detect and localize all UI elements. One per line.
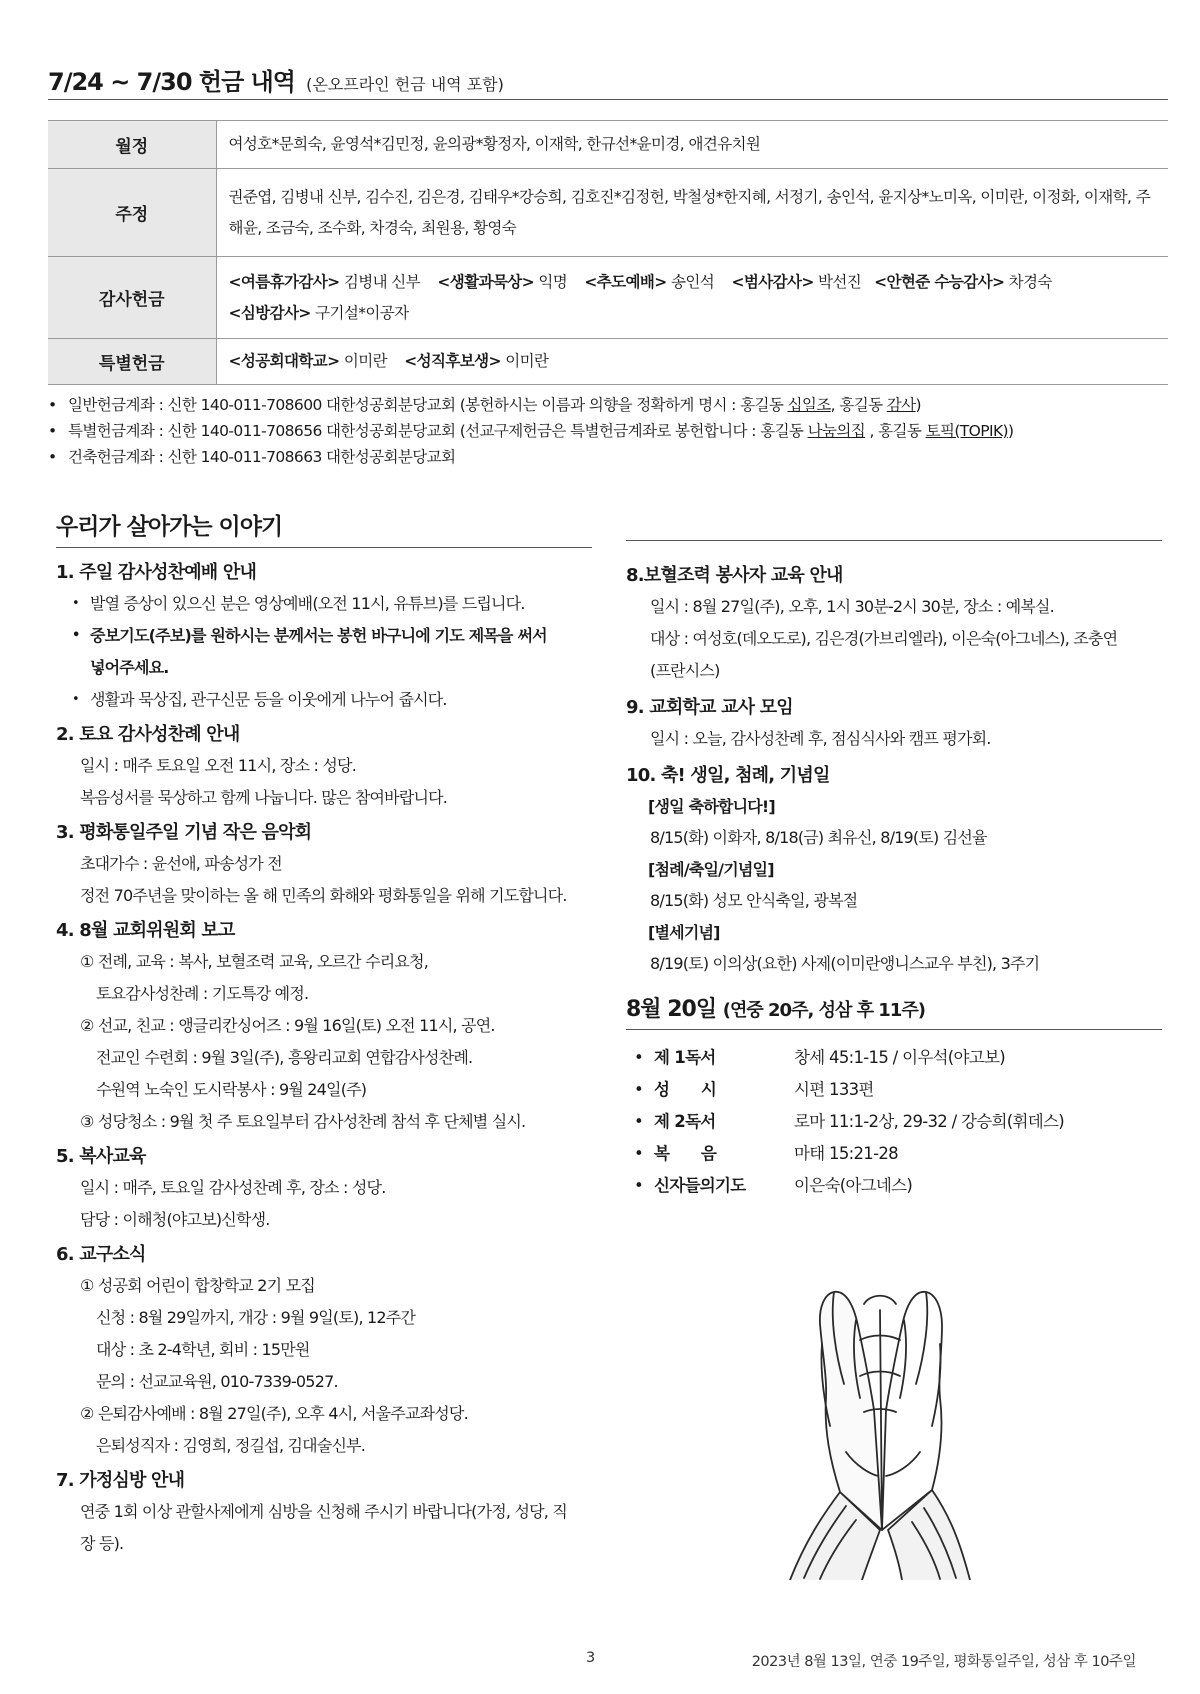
offering-tag: <심방감사> bbox=[228, 303, 311, 322]
news-subheading: [첨례/축일/기념일] bbox=[648, 860, 774, 879]
reading-label: • 제 1독서 bbox=[654, 1048, 716, 1067]
table-row bbox=[48, 169, 1168, 257]
offering-subtitle: (온오프라인 헌금 내역 포함) bbox=[306, 75, 504, 94]
news-line: 담당 : 이해청(야고보)신학생. bbox=[80, 1210, 270, 1229]
row-label: 특별헌금 bbox=[48, 339, 216, 385]
news-line: 신청 : 8월 29일까지, 개강 : 9월 9일(토), 12주간 bbox=[96, 1308, 416, 1327]
offering-tag: <생활과묵상> bbox=[437, 272, 534, 291]
row-content: 권준엽, 김병내 신부, 김수진, 김은경, 김태우*강승희, 김호진*김정헌, 박철성*한지혜, 서정기, 송인석, 윤지상*노미옥, 이미란, 이정화, 이재학, 주해윤, 조금숙, 조수화, 차경숙, 최원용, 황영숙 bbox=[228, 187, 1151, 237]
page-title bbox=[48, 62, 1168, 100]
account-text: 일반헌금계좌 : 신한 140-011-708600 대한성공회분당교회 (봉헌하시는 이름과 의향을 정확하게 명시 : 홍길동 bbox=[68, 396, 788, 414]
row-label: 주정 bbox=[48, 169, 216, 257]
list-item bbox=[44, 418, 1174, 444]
offering-name: 송인석 bbox=[671, 272, 715, 291]
news-line: (프란시스) bbox=[650, 661, 720, 680]
offering-tag: <안현준 수능감사> bbox=[874, 272, 1005, 291]
offering-tag: <성공회대학교> bbox=[228, 352, 340, 370]
news-line: 일시 : 8월 27일(주), 오후, 1시 30분-2시 30분, 장소 : 예복실. bbox=[650, 597, 1054, 616]
news-item-title: 7. 가정심방 안내 bbox=[56, 1470, 185, 1491]
news-line: 일시 : 매주, 토요일 감사성찬례 후, 장소 : 성당. bbox=[80, 1178, 386, 1197]
news-line: ③ 성당청소 : 9월 첫 주 토요일부터 감사성찬례 참석 후 단체별 실시. bbox=[80, 1112, 526, 1131]
account-text: ) bbox=[915, 396, 921, 414]
reading-value: 시편 133편 bbox=[794, 1080, 874, 1099]
news-line: ① 전례, 교육 : 복사, 보혈조력 교육, 오르간 수리요청, bbox=[80, 952, 429, 971]
list-item bbox=[44, 392, 1174, 418]
news-line: 수원역 노숙인 도시락봉사 : 9월 24일(주) bbox=[96, 1080, 367, 1099]
underlined-text: 나눔의집 bbox=[807, 422, 866, 440]
reading-value: 로마 11:1-2상, 29-32 / 강승희(휘데스) bbox=[794, 1112, 1064, 1131]
news-item-title: 5. 복사교육 bbox=[56, 1146, 146, 1167]
news-line: ② 은퇴감사예배 : 8월 27일(주), 오후 4시, 서울주교좌성당. bbox=[80, 1404, 468, 1423]
news-line: • 생활과 묵상집, 관구신문 등을 이웃에게 나누어 줍시다. bbox=[56, 684, 592, 716]
news-item-title: 2. 토요 감사성찬례 안내 bbox=[56, 724, 240, 745]
offering-table bbox=[48, 120, 1168, 385]
news-line: 전교인 수련회 : 9월 3일(주), 흥왕리교회 연합감사성찬례. bbox=[96, 1048, 473, 1067]
row-label: 감사헌금 bbox=[48, 257, 216, 339]
news-right-column bbox=[626, 540, 1162, 1202]
list-item bbox=[626, 1170, 1162, 1202]
offering-tag: <성직후보생> bbox=[404, 352, 501, 370]
offering-tag: <추도예배> bbox=[584, 272, 667, 291]
news-subheading: [생일 축하합니다!] bbox=[648, 797, 775, 816]
news-line: ② 선교, 친교 : 앵글리칸싱어즈 : 9월 16일(토) 오전 11시, 공연. bbox=[80, 1016, 495, 1035]
news-line: 문의 : 선교교육원, 010-7339-0527. bbox=[96, 1372, 338, 1391]
news-line: • 중보기도(주보)를 원하시는 분께서는 봉헌 바구니에 기도 제목을 써서 bbox=[56, 620, 592, 652]
offering-name: 구기설*이공자 bbox=[315, 303, 409, 322]
news-item-title: 8.보혈조력 봉사자 교육 안내 bbox=[626, 565, 843, 586]
news-item-title: 10. 축! 생일, 첨례, 기념일 bbox=[626, 765, 830, 786]
news-line: 토요감사성찬례 : 기도특강 예정. bbox=[96, 984, 309, 1003]
offering-name: 익명 bbox=[538, 272, 568, 291]
page-number: 3 bbox=[586, 1650, 595, 1666]
news-line: 일시 : 매주 토요일 오전 11시, 장소 : 성당. bbox=[80, 756, 356, 775]
news-line: 8/15(화) 성모 안식축일, 광복절 bbox=[650, 891, 858, 910]
offering-name: 김병내 신부 bbox=[343, 272, 421, 291]
news-item-title: 1. 주일 감사성찬예배 안내 bbox=[56, 562, 257, 583]
news-item-title: 4. 8월 교회위원회 보고 bbox=[56, 920, 235, 941]
table-row bbox=[48, 121, 1168, 169]
page-footer bbox=[0, 1650, 1200, 1674]
news-line: 연중 1회 이상 관할사제에게 심방을 신청해 주시기 바랍니다(가정, 성당, 직 bbox=[80, 1502, 567, 1521]
news-item-title: 6. 교구소식 bbox=[56, 1244, 146, 1265]
underlined-text: 십일조 bbox=[787, 396, 831, 414]
underlined-text: 토픽(TOPIK) bbox=[925, 422, 1008, 440]
offering-tag: <여름휴가감사> bbox=[228, 272, 340, 291]
list-item bbox=[626, 1106, 1162, 1138]
account-text: 건축헌금계좌 : 신한 140-011-708663 대한성공회분당교회 bbox=[68, 448, 456, 466]
offering-name: 이미란 bbox=[343, 352, 387, 370]
news-line: 대상 : 여성호(데오도로), 김은경(가브리엘라), 이은숙(아그네스), 조충연 bbox=[650, 629, 1118, 648]
news-item-title: 3. 평화통일주일 기념 작은 음악회 bbox=[56, 822, 312, 843]
praying-hands-icon bbox=[760, 1280, 1000, 1580]
offering-title: 7/24 ~ 7/30 헌금 내역 bbox=[48, 68, 295, 96]
reading-value: 이은숙(아그네스) bbox=[794, 1176, 913, 1195]
footer-date: 2023년 8월 13일, 연중 19주일, 평화통일주일, 성삼 후 10주일 bbox=[751, 1654, 1136, 1670]
offering-name: 박선진 bbox=[818, 272, 862, 291]
sunday-header bbox=[626, 992, 1162, 1030]
account-list bbox=[44, 392, 1174, 470]
news-line: • 발열 증상이 있으신 분은 영상예배(오전 11시, 유튜브)를 드립니다. bbox=[56, 588, 592, 620]
news-line: 복음성서를 묵상하고 함께 나눕니다. 많은 참여바랍니다. bbox=[80, 788, 448, 807]
news-item-title: 9. 교회학교 교사 모임 bbox=[626, 697, 793, 718]
offering-tag: <범사감사> bbox=[731, 272, 814, 291]
account-text: , 홍길동 bbox=[830, 396, 887, 414]
news-line: 일시 : 오늘, 감사성찬례 후, 점심식사와 캠프 평가회. bbox=[650, 729, 991, 748]
reading-value: 창세 45:1-15 / 이우석(야고보) bbox=[794, 1048, 1005, 1067]
sunday-subtitle: (연중 20주, 성삼 후 11주) bbox=[722, 1000, 925, 1021]
account-text: , 홍길동 bbox=[865, 422, 926, 440]
table-row bbox=[48, 339, 1168, 385]
news-line: 대상 : 초 2-4학년, 회비 : 15만원 bbox=[96, 1340, 310, 1359]
news-line: 장 등). bbox=[80, 1534, 124, 1553]
reading-value: 마태 15:21-28 bbox=[794, 1144, 898, 1163]
reading-label: • 복 음 bbox=[654, 1144, 717, 1163]
offering-name: 이미란 bbox=[505, 352, 549, 370]
news-left-column bbox=[56, 508, 592, 1560]
account-text: 특별헌금계좌 : 신한 140-011-708656 대한성공회분당교회 (선교구제헌금은 특별헌금계좌로 봉헌합니다 : 홍길동 bbox=[68, 422, 808, 440]
account-text: ) bbox=[1007, 422, 1014, 440]
news-line: 8/15(화) 이화자, 8/18(금) 최유신, 8/19(토) 김선율 bbox=[650, 828, 987, 847]
news-line: 정전 70주년을 맞이하는 올 해 민족의 화해와 평화통일을 위해 기도합니다. bbox=[80, 886, 567, 905]
section-title: 우리가 살아가는 이야기 bbox=[56, 508, 592, 548]
reading-label: • 제 2독서 bbox=[654, 1112, 716, 1131]
table-row bbox=[48, 257, 1168, 339]
news-line: 초대가수 : 윤선애, 파송성가 전 bbox=[80, 854, 282, 873]
list-item bbox=[44, 444, 1174, 470]
news-line: 은퇴성직자 : 김영희, 정길섭, 김대술신부. bbox=[96, 1436, 366, 1455]
reading-label: • 성 시 bbox=[654, 1080, 717, 1099]
reading-label: • 신자들의기도 bbox=[654, 1176, 746, 1195]
list-item bbox=[626, 1042, 1162, 1074]
row-content bbox=[216, 339, 1168, 385]
list-item bbox=[626, 1138, 1162, 1170]
news-line: 8/19(토) 이의상(요한) 사제(이미란앵니스교우 부친), 3주기 bbox=[650, 954, 1040, 973]
offering-name: 차경숙 bbox=[1008, 272, 1052, 291]
list-item bbox=[626, 1074, 1162, 1106]
underlined-text: 감사 bbox=[886, 396, 916, 414]
news-subheading: [별세기념] bbox=[648, 923, 720, 942]
row-content: 여성호*문희숙, 윤영석*김민정, 윤의광*황정자, 이재학, 한규선*윤미경, 애견유치원 bbox=[228, 135, 761, 153]
row-content bbox=[216, 257, 1168, 339]
news-line: 넣어주세요. bbox=[90, 658, 169, 677]
sunday-date: 8월 20일 bbox=[626, 997, 717, 1022]
row-label: 월정 bbox=[48, 121, 216, 169]
reading-list bbox=[626, 1042, 1162, 1202]
news-line: ① 성공회 어린이 합창학교 2기 모집 bbox=[80, 1276, 315, 1295]
